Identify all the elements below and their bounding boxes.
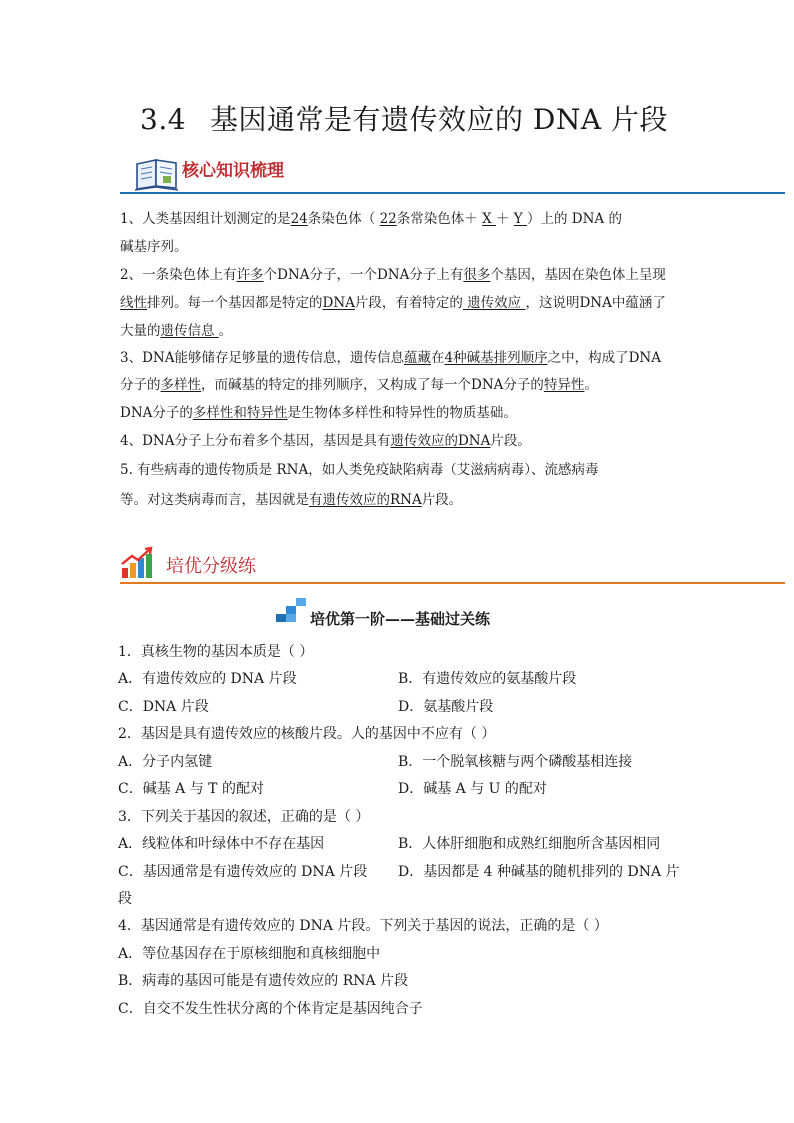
fill-in-answer: X	[482, 211, 496, 227]
question-1-option-a[interactable]: A．有遗传效应的 DNA 片段	[118, 671, 297, 687]
knowledge-text: 条染色体（	[307, 211, 380, 227]
question-2-option-c[interactable]: C．碱基 A 与 T 的配对	[118, 781, 264, 797]
knowledge-text: 条常染色体＋	[396, 211, 483, 227]
question-4-option-c[interactable]: C．自交不发生性状分离的个体肯定是基因纯合子	[118, 1001, 423, 1017]
knowledge-text: 5. 有些病毒的遗传物质是 RNA，如人类免疫缺陷病毒（艾滋病病毒）、流感病毒	[120, 462, 599, 478]
question-4-stem: 4．基因通常是有遗传效应的 DNA 片段。下列关于基因的说法，正确的是（ ）	[118, 918, 608, 934]
section-header-practice	[120, 546, 785, 586]
question-2-option-d[interactable]: D．碱基 A 与 U 的配对	[398, 781, 547, 797]
question-4-option-b[interactable]: B．病毒的基因可能是有遗传效应的 RNA 片段	[118, 973, 409, 989]
title-text: 基因通常是有遗传效应的 DNA 片段	[210, 103, 669, 136]
knowledge-line	[120, 431, 531, 451]
stairs-icon	[276, 598, 310, 624]
knowledge-text: 在	[430, 350, 445, 366]
knowledge-text: 碱基序列。	[120, 239, 188, 255]
fill-in-answer: 很多	[463, 267, 491, 283]
growth-chart-icon	[120, 546, 156, 580]
question-1-option-c[interactable]: C．DNA 片段	[118, 699, 209, 715]
fill-in-answer: 线性	[120, 295, 147, 311]
knowledge-line	[120, 293, 666, 313]
fill-in-answer: 多样性	[160, 377, 201, 393]
knowledge-line	[120, 490, 462, 510]
fill-in-answer: 多样性和特异性	[192, 405, 288, 421]
knowledge-line	[120, 265, 666, 285]
subsection-heading: 培优第一阶——基础过关练	[310, 610, 491, 628]
question-1-option-b[interactable]: B．有遗传效应的氨基酸片段	[398, 671, 577, 687]
knowledge-text: 等。对这类病毒而言，基因就是	[120, 492, 309, 508]
section-heading: 培优分级练	[166, 556, 256, 577]
question-3-option-d-continued: 段	[118, 891, 132, 907]
question-2-stem: 2．基因是具有遗传效应的核酸片段。人的基因中不应有（ ）	[118, 726, 496, 742]
book-icon	[134, 156, 180, 192]
knowledge-line	[120, 321, 232, 341]
knowledge-text: 。	[584, 377, 598, 393]
question-4-option-a[interactable]: A．等位基因存在于原核细胞和真核细胞中	[118, 946, 381, 962]
knowledge-text: 排列。每一个基因都是特定的	[147, 295, 323, 311]
fill-in-answer: 遗传效应的DNA	[390, 433, 491, 449]
question-3-option-a[interactable]: A．线粒体和叶绿体中不存在基因	[118, 836, 325, 852]
knowledge-text: 分子的	[120, 377, 161, 393]
question-3-option-b[interactable]: B．人体肝细胞和成熟红细胞所含基因相同	[398, 836, 661, 852]
section-heading: 核心知识梳理	[182, 161, 284, 181]
fill-in-answer: 特异性	[543, 377, 585, 393]
fill-in-answer: 24	[290, 211, 308, 227]
section-number: 3.4	[140, 103, 187, 136]
section-rule	[120, 192, 785, 194]
knowledge-text: 片段，有着特定的	[354, 295, 463, 311]
question-2-option-b[interactable]: B．一个脱氧核糖与两个磷酸基相连接	[398, 754, 633, 770]
section-header-core-knowledge	[120, 152, 785, 194]
knowledge-text: ，而碱基的特定的排列顺序，又构成了每一个DNA分子的	[201, 377, 544, 393]
knowledge-text: 4、DNA分子上分布着多个基因，基因是具有	[120, 433, 391, 449]
knowledge-text: 大量的	[120, 323, 161, 339]
question-1-option-d[interactable]: D．氨基酸片段	[398, 699, 494, 715]
question-2-option-a[interactable]: A．分子内氢键	[118, 754, 213, 770]
knowledge-text: 个基因，基因在染色体上呈现	[490, 267, 666, 283]
question-3-option-c[interactable]: C．基因通常是有遗传效应的 DNA 片段	[118, 864, 368, 880]
knowledge-text: 3、DNA能够储存足够量的遗传信息，遗传信息	[120, 350, 404, 366]
knowledge-text: 是生物体多样性和特异性的物质基础。	[287, 405, 517, 421]
fill-in-answer: 有遗传效应的RNA	[309, 492, 422, 508]
knowledge-text: 之中，构成了DNA	[547, 350, 661, 366]
question-3-option-d[interactable]: D．基因都是 4 种碱基的随机排列的 DNA 片	[398, 864, 680, 880]
knowledge-line	[120, 375, 598, 395]
subsection-header	[276, 598, 536, 632]
knowledge-text: 片段。	[421, 492, 463, 508]
knowledge-line	[120, 348, 661, 368]
fill-in-answer: 蕴藏	[403, 350, 431, 366]
page-title	[140, 98, 668, 138]
knowledge-text: ）上的 DNA 的	[526, 211, 622, 227]
fill-in-answer: 许多	[236, 267, 264, 283]
knowledge-text: ＋	[495, 211, 514, 227]
fill-in-answer: Y	[513, 211, 527, 227]
section-rule	[120, 582, 785, 584]
question-3-stem: 3．下列关于基因的叙述，正确的是（ ）	[118, 809, 370, 825]
question-1-stem: 1．真核生物的基因本质是（ ）	[118, 644, 314, 660]
fill-in-answer: 遗传效应	[462, 295, 526, 311]
fill-in-answer: 22	[379, 211, 397, 227]
knowledge-text: 。	[218, 323, 233, 339]
knowledge-text: 片段。	[490, 433, 531, 449]
knowledge-line	[120, 460, 598, 480]
knowledge-text: ，这说明DNA中蕴涵了	[525, 295, 666, 311]
knowledge-line	[120, 403, 517, 423]
knowledge-text: 2、一条染色体上有	[120, 267, 237, 283]
knowledge-line	[120, 237, 188, 257]
fill-in-answer: 遗传信息	[160, 323, 219, 339]
fill-in-answer: DNA	[322, 295, 355, 311]
knowledge-text: DNA分子的	[120, 405, 193, 421]
knowledge-text: 1、人类基因组计划测定的是	[120, 211, 291, 227]
fill-in-answer: 4种碱基排列顺序	[444, 350, 548, 366]
knowledge-text: 个DNA分子，一个DNA分子上有	[263, 267, 464, 283]
knowledge-line	[120, 209, 622, 229]
